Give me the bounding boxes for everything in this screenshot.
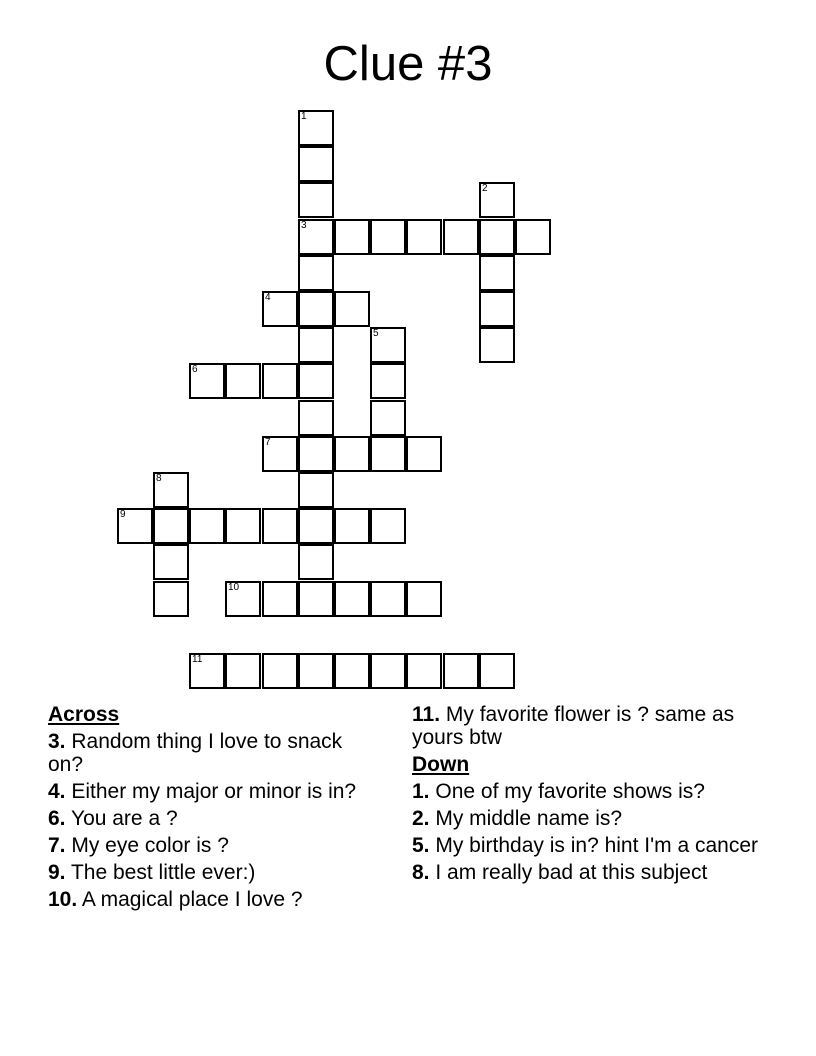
grid-cell: [298, 291, 334, 327]
grid-cell-11: [189, 653, 225, 689]
grid-cell-number: 6: [192, 364, 198, 375]
grid-cell: [334, 581, 370, 617]
grid-cell: [298, 436, 334, 472]
clue-number: 11.: [412, 703, 441, 726]
grid-cell: [479, 291, 515, 327]
clue-text: The best little ever:): [70, 861, 256, 884]
grid-cell: [334, 436, 370, 472]
grid-cell: [406, 653, 442, 689]
grid-cell-number: 4: [265, 292, 271, 303]
clue-down-5: [412, 834, 762, 857]
grid-cell-number: 9: [120, 509, 126, 520]
clue-down-1: [412, 780, 762, 803]
grid-cell-8: [153, 472, 189, 508]
clue-across-6: [48, 807, 378, 830]
clue-text: Random thing I love to snack on?: [48, 730, 343, 776]
grid-cell: [406, 436, 442, 472]
clue-text: You are a ?: [70, 807, 178, 830]
grid-cell-number: 5: [373, 328, 379, 339]
clue-across-7: [48, 834, 378, 857]
grid-cell: [298, 508, 334, 544]
grid-cell: [153, 581, 189, 617]
grid-cell: [298, 400, 334, 436]
clue-number: 7.: [48, 834, 66, 857]
grid-cell-6: [189, 363, 225, 399]
grid-cell: [189, 508, 225, 544]
clue-text: A magical place I love ?: [81, 888, 303, 911]
clue-down-8: [412, 861, 762, 884]
grid-cell: [298, 581, 334, 617]
grid-cell-number: 1: [301, 111, 307, 122]
grid-cell: [443, 219, 479, 255]
grid-cell: [370, 219, 406, 255]
grid-cell: [479, 255, 515, 291]
grid-cell: [443, 653, 479, 689]
clue-number: 2.: [412, 807, 430, 830]
down-heading: Down: [412, 753, 470, 776]
grid-cell-7: [262, 436, 298, 472]
clue-text: One of my favorite shows is?: [435, 780, 705, 803]
grid-cell: [298, 363, 334, 399]
grid-cell: [479, 327, 515, 363]
grid-cell-number: 11: [192, 654, 203, 665]
grid-cell-number: 3: [301, 220, 307, 231]
grid-cell: [479, 219, 515, 255]
clue-text: My birthday is in? hint I'm a cancer: [435, 834, 758, 857]
grid-cell: [225, 508, 261, 544]
clue-number: 9.: [48, 861, 66, 884]
grid-cell: [298, 146, 334, 182]
clue-number: 10.: [48, 888, 78, 911]
grid-cell-number: 8: [156, 473, 162, 484]
clue-number: 3.: [48, 730, 66, 753]
grid-cell-5: [370, 327, 406, 363]
grid-cell: [153, 508, 189, 544]
clue-across-11: [412, 703, 762, 749]
grid-cell: [479, 653, 515, 689]
clue-down-2: [412, 807, 762, 830]
grid-cell: [370, 436, 406, 472]
clue-number: 6.: [48, 807, 66, 830]
grid-cell: [298, 327, 334, 363]
across-heading: Across: [48, 703, 120, 726]
grid-cell-1: [298, 110, 334, 146]
grid-cell: [298, 255, 334, 291]
grid-cell: [298, 544, 334, 580]
clue-across-10: [48, 888, 378, 911]
grid-cell: [262, 581, 298, 617]
grid-cell: [334, 219, 370, 255]
grid-cell-number: 7: [265, 437, 271, 448]
grid-cell: [370, 363, 406, 399]
grid-cell: [225, 363, 261, 399]
clue-text: My favorite flower is ? same as yours btw: [412, 703, 735, 749]
grid-cell-3: [298, 219, 334, 255]
grid-cell: [406, 581, 442, 617]
grid-cell: [334, 291, 370, 327]
grid-cell: [225, 653, 261, 689]
clue-number: 4.: [48, 780, 66, 803]
clue-text: Either my major or minor is in?: [71, 780, 357, 803]
clues-left-column: [48, 703, 378, 915]
grid-cell-number: 2: [482, 183, 488, 194]
clue-number: 8.: [412, 861, 430, 884]
clue-text: My middle name is?: [435, 807, 623, 830]
grid-cell-10: [225, 581, 261, 617]
grid-cell: [334, 653, 370, 689]
grid-cell: [515, 219, 551, 255]
grid-cell-9: [117, 508, 153, 544]
grid-cell: [370, 653, 406, 689]
grid-cell: [370, 508, 406, 544]
grid-cell: [370, 581, 406, 617]
grid-cell: [406, 219, 442, 255]
grid-cell: [153, 544, 189, 580]
clue-text: I am really bad at this subject: [435, 861, 708, 884]
grid-cell: [298, 182, 334, 218]
grid-cell: [298, 472, 334, 508]
page-title: Clue #3: [323, 37, 493, 91]
grid-cell-4: [262, 291, 298, 327]
clue-number: 5.: [412, 834, 430, 857]
clue-across-4: [48, 780, 378, 803]
grid-cell-number: 10: [228, 582, 240, 593]
clue-across-9: [48, 861, 378, 884]
grid-cell: [262, 653, 298, 689]
grid-cell: [262, 508, 298, 544]
grid-cell: [334, 508, 370, 544]
grid-cell: [370, 400, 406, 436]
grid-cell: [262, 363, 298, 399]
grid-cell: [298, 653, 334, 689]
clues-right-column: [412, 703, 762, 888]
grid-cell-2: [479, 182, 515, 218]
clue-number: 1.: [412, 780, 430, 803]
clue-across-3: [48, 730, 378, 776]
clue-text: My eye color is ?: [71, 834, 229, 857]
